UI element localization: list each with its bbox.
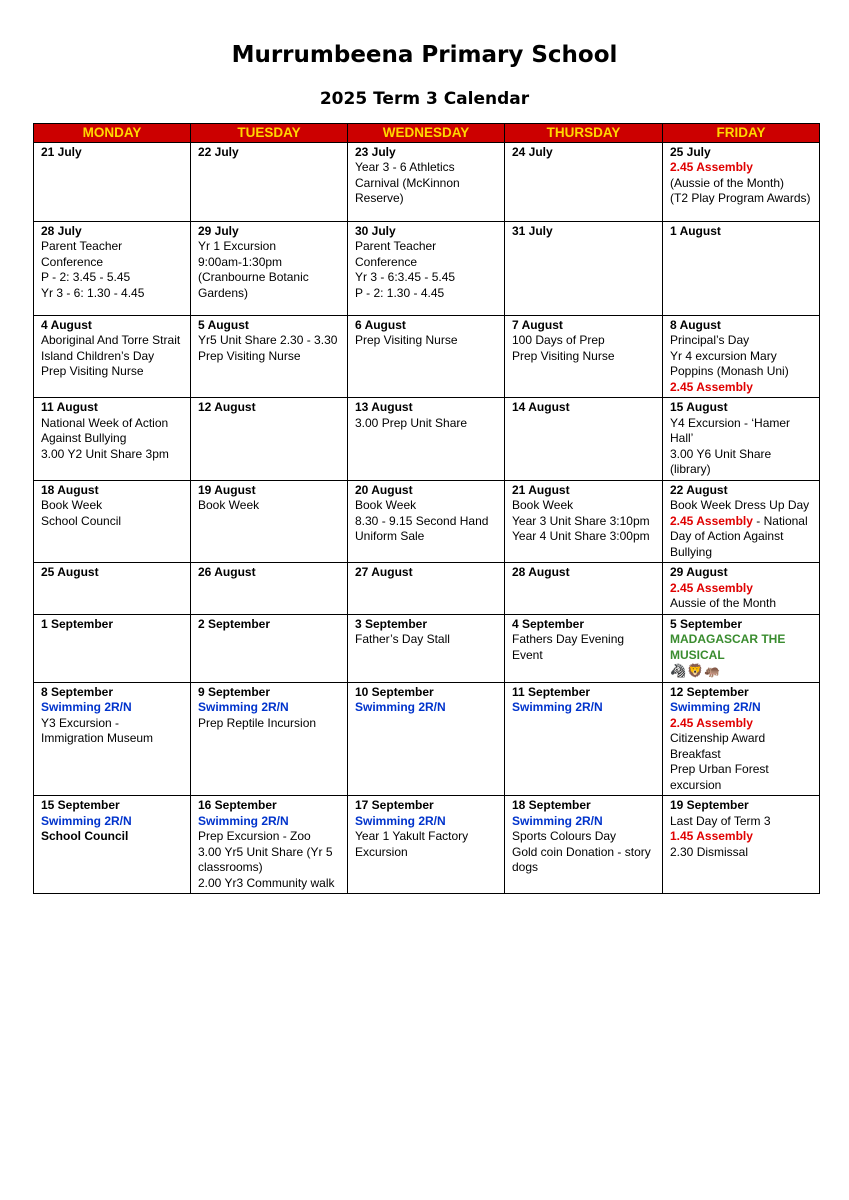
cell-date: 25 July xyxy=(670,144,711,159)
day-cell-friday xyxy=(663,221,820,315)
cell-date: 13 August xyxy=(355,400,413,414)
event-line xyxy=(41,286,184,302)
day-cell-friday xyxy=(663,614,820,682)
cell-date: 31 July xyxy=(512,223,553,238)
event-line xyxy=(41,814,184,830)
event-line xyxy=(355,160,498,207)
cell-date: 22 August xyxy=(670,482,728,497)
event-line xyxy=(355,514,498,545)
event-text: 2.30 Dismissal xyxy=(670,844,749,859)
event-line xyxy=(670,447,813,478)
event-text: P - 2: 3.45 - 5.45 xyxy=(41,270,131,284)
event-line xyxy=(198,349,341,365)
event-text: 3.00 Y6 Unit Share (library) xyxy=(670,446,772,476)
event-line xyxy=(670,762,813,793)
event-line xyxy=(670,829,813,845)
event-text: 2.00 Yr3 Community walk xyxy=(198,875,335,890)
day-header-thursday: THURSDAY xyxy=(505,124,663,143)
event-line xyxy=(355,416,498,432)
cell-date: 26 August xyxy=(198,565,256,579)
event-line xyxy=(670,191,813,207)
event-text: Year 1 Yakult Factory Excursion xyxy=(355,829,469,859)
day-cell-tuesday xyxy=(191,796,348,894)
cell-date: 21 July xyxy=(41,144,82,159)
event-text: Parent Teacher Conference xyxy=(355,239,437,269)
event-line xyxy=(670,581,813,597)
event-text: Parent Teacher Conference xyxy=(41,239,123,269)
event-text: 100 Days of Prep xyxy=(512,333,605,347)
day-cell-tuesday xyxy=(191,221,348,315)
event-line xyxy=(355,829,498,860)
event-line xyxy=(512,829,656,845)
event-line xyxy=(670,176,813,192)
day-header-friday: FRIDAY xyxy=(663,124,820,143)
event-line xyxy=(512,333,656,349)
event-line xyxy=(198,333,341,349)
day-cell-monday xyxy=(34,221,191,315)
event-text: Y3 Excursion - Immigration Museum xyxy=(41,715,154,745)
day-cell-monday xyxy=(34,796,191,894)
day-cell-monday xyxy=(34,682,191,796)
day-cell-wednesday xyxy=(348,796,505,894)
day-cell-friday xyxy=(663,563,820,615)
event-text: Sports Colours Day xyxy=(512,829,617,843)
event-line xyxy=(670,160,813,176)
cell-date: 30 July xyxy=(355,223,396,238)
event-text: Swimming 2R/N xyxy=(41,813,132,828)
cell-date: 2 September xyxy=(198,616,271,631)
cell-date: 29 July xyxy=(198,223,239,238)
event-line xyxy=(355,700,498,716)
day-cell-wednesday xyxy=(348,398,505,481)
event-text: Swimming 2R/N xyxy=(198,813,289,828)
week-row xyxy=(34,614,820,682)
event-text: Prep Visiting Nurse xyxy=(512,348,615,363)
event-line xyxy=(41,239,184,270)
event-line xyxy=(355,632,498,648)
event-text: Book Week Dress Up Day xyxy=(670,498,810,512)
event-text: Yr5 Unit Share 2.30 - 3.30 xyxy=(198,333,338,347)
event-text: Yr 3 - 6:3.45 - 5.45 xyxy=(355,270,456,284)
cell-date: 18 August xyxy=(41,482,99,497)
cell-date: 22 July xyxy=(198,144,239,159)
event-text: 3.00 Yr5 Unit Share (Yr 5 classrooms) xyxy=(198,844,333,874)
event-text: Year 4 Unit Share 3:00pm xyxy=(512,529,650,543)
day-cell-monday xyxy=(34,142,191,221)
event-text: 1.45 Assembly xyxy=(670,829,753,843)
event-line xyxy=(512,498,656,514)
event-line xyxy=(670,333,813,349)
day-cell-thursday xyxy=(505,315,663,398)
week-row xyxy=(34,221,820,315)
day-cell-thursday xyxy=(505,398,663,481)
cell-date: 11 August xyxy=(41,400,98,414)
cell-date: 24 July xyxy=(512,144,553,159)
event-text: Swimming 2R/N xyxy=(355,813,446,828)
event-line xyxy=(512,349,656,365)
event-text: Year 3 - 6 Athletics Carnival (McKinnon Reserve) xyxy=(355,160,460,205)
day-cell-tuesday xyxy=(191,480,348,563)
event-line xyxy=(670,731,813,762)
event-line xyxy=(670,632,813,663)
event-text: Fathers Day Evening Event xyxy=(512,632,625,662)
day-cell-monday xyxy=(34,398,191,481)
cell-date: 27 August xyxy=(355,565,413,579)
cell-date: 3 September xyxy=(355,616,428,631)
event-text: Citizenship Award Breakfast xyxy=(670,731,766,761)
week-row xyxy=(34,315,820,398)
event-line xyxy=(670,663,813,680)
event-text: Principal’s Day xyxy=(670,333,750,347)
event-line xyxy=(670,514,813,561)
event-text: Book Week xyxy=(355,498,417,512)
event-text: Yr 3 - 6: 1.30 - 4.45 xyxy=(41,285,145,300)
event-text: Swimming 2R/N xyxy=(512,813,603,828)
cell-date: 17 September xyxy=(355,798,434,812)
event-line xyxy=(198,700,341,716)
event-line xyxy=(512,814,656,830)
event-line xyxy=(670,416,813,447)
day-cell-wednesday xyxy=(348,563,505,615)
day-cell-monday xyxy=(34,315,191,398)
event-text: 2.45 Assembly xyxy=(670,513,753,528)
cell-date: 5 September xyxy=(670,616,743,631)
event-line xyxy=(670,716,813,732)
day-cell-monday xyxy=(34,614,191,682)
day-header-row xyxy=(34,124,820,143)
event-text: Prep Urban Forest excursion xyxy=(670,762,769,792)
day-cell-wednesday xyxy=(348,682,505,796)
cell-date: 11 September xyxy=(512,684,591,699)
week-row xyxy=(34,480,820,563)
week-row xyxy=(34,796,820,894)
event-text: 2.45 Assembly xyxy=(670,580,753,595)
day-header-tuesday: TUESDAY xyxy=(191,124,348,143)
page-title: Murrumbeena Primary School xyxy=(231,42,618,68)
cell-date: 20 August xyxy=(355,482,413,497)
day-cell-friday xyxy=(663,682,820,796)
term-calendar-table xyxy=(33,123,820,894)
event-text: School Council xyxy=(41,829,129,843)
event-line xyxy=(512,845,656,876)
event-text: Yr 4 excursion Mary Poppins (Monash Uni) xyxy=(670,348,789,378)
event-text: Prep Excursion - Zoo xyxy=(198,829,311,843)
event-line xyxy=(41,416,184,447)
event-line xyxy=(41,498,184,514)
event-text: Swimming 2R/N xyxy=(512,700,603,714)
event-text: Swimming 2R/N xyxy=(41,700,132,714)
day-cell-wednesday xyxy=(348,221,505,315)
week-row xyxy=(34,563,820,615)
event-line xyxy=(355,286,498,302)
event-text: (Cranbourne Botanic Gardens) xyxy=(198,270,309,300)
event-line xyxy=(41,364,184,380)
day-cell-monday xyxy=(34,480,191,563)
cell-date: 28 July xyxy=(41,223,82,238)
event-line xyxy=(355,814,498,830)
event-text: School Council xyxy=(41,513,122,528)
event-line xyxy=(670,814,813,830)
day-cell-friday xyxy=(663,142,820,221)
day-cell-tuesday xyxy=(191,563,348,615)
cell-date: 1 September xyxy=(41,616,114,631)
cell-date: 1 August xyxy=(670,223,721,238)
event-text: 3.00 Prep Unit Share xyxy=(355,415,468,430)
event-line xyxy=(198,270,341,301)
event-text: Yr 1 Excursion xyxy=(198,239,277,253)
event-text: 2.45 Assembly xyxy=(670,160,753,174)
cell-date: 21 August xyxy=(512,482,570,497)
event-line xyxy=(670,845,813,861)
event-line xyxy=(670,498,813,514)
event-text: Father’s Day Stall xyxy=(355,632,450,646)
day-cell-friday xyxy=(663,315,820,398)
day-cell-wednesday xyxy=(348,480,505,563)
day-cell-friday xyxy=(663,796,820,894)
event-line xyxy=(512,529,656,545)
calendar-body xyxy=(34,142,820,894)
event-line xyxy=(41,514,184,530)
cell-date: 29 August xyxy=(670,565,728,579)
event-text: Year 3 Unit Share 3:10pm xyxy=(512,513,650,528)
event-text: 2.45 Assembly xyxy=(670,379,753,394)
event-text: 8.30 - 9.15 Second Hand Uniform Sale xyxy=(355,513,489,543)
cell-date: 7 August xyxy=(512,317,563,332)
cell-date: 18 September xyxy=(512,798,591,812)
day-cell-thursday xyxy=(505,614,663,682)
event-text: Gold coin Donation - story dogs xyxy=(512,844,651,874)
event-text: Prep Visiting Nurse xyxy=(198,348,301,363)
day-cell-tuesday xyxy=(191,614,348,682)
cell-date: 19 September xyxy=(670,798,749,812)
cell-date: 25 August xyxy=(41,565,99,579)
event-line xyxy=(41,270,184,286)
event-text: Y4 Excursion - ‘Hamer Hall’ xyxy=(670,415,791,445)
event-text: P - 2: 1.30 - 4.45 xyxy=(355,285,445,300)
event-line xyxy=(670,349,813,380)
event-line xyxy=(198,845,341,876)
event-line xyxy=(41,447,184,463)
day-cell-tuesday xyxy=(191,682,348,796)
event-text: Aboriginal And Torre Strait Island Children’s Day xyxy=(41,333,181,363)
cell-date: 15 August xyxy=(670,400,728,414)
cell-date: 14 August xyxy=(512,400,570,414)
cell-date: 12 September xyxy=(670,684,749,699)
cell-date: 16 September xyxy=(198,798,277,812)
day-cell-wednesday xyxy=(348,614,505,682)
event-line xyxy=(512,514,656,530)
event-text: 9:00am-1:30pm xyxy=(198,254,283,269)
day-cell-tuesday xyxy=(191,398,348,481)
cell-date: 15 September xyxy=(41,798,120,812)
event-text: (T2 Play Program Awards) xyxy=(670,191,811,205)
cell-date: 19 August xyxy=(198,482,256,497)
event-text: National Week of Action Against Bullying xyxy=(41,415,169,445)
event-line xyxy=(670,700,813,716)
event-line xyxy=(41,716,184,747)
day-header-wednesday: WEDNESDAY xyxy=(348,124,505,143)
week-row xyxy=(34,142,820,221)
event-line xyxy=(512,632,656,663)
event-line xyxy=(198,876,341,892)
event-text: Aussie of the Month xyxy=(670,596,777,610)
week-row xyxy=(34,682,820,796)
day-cell-tuesday xyxy=(191,315,348,398)
day-cell-monday xyxy=(34,563,191,615)
event-text: Swimming 2R/N xyxy=(670,700,761,714)
event-line xyxy=(198,239,341,255)
event-line xyxy=(355,270,498,286)
cell-date: 12 August xyxy=(198,400,256,414)
cell-date: 4 September xyxy=(512,616,585,631)
animal-emoji-icons: 🦓🦁🦛 xyxy=(670,663,722,678)
day-header-monday: MONDAY xyxy=(34,124,191,143)
event-line xyxy=(512,700,656,716)
day-cell-friday xyxy=(663,398,820,481)
cell-date: 9 September xyxy=(198,684,271,699)
cell-date: 6 August xyxy=(355,317,406,332)
event-line xyxy=(41,700,184,716)
event-text: Book Week xyxy=(512,498,574,512)
event-text: (Aussie of the Month) xyxy=(670,175,785,190)
day-cell-thursday xyxy=(505,221,663,315)
event-line xyxy=(355,239,498,270)
cell-date: 5 August xyxy=(198,317,249,332)
event-line xyxy=(41,829,184,845)
day-cell-tuesday xyxy=(191,142,348,221)
event-text: 3.00 Y2 Unit Share 3pm xyxy=(41,446,169,461)
event-text: 2.45 Assembly xyxy=(670,715,753,730)
cell-date: 10 September xyxy=(355,684,434,699)
day-cell-friday xyxy=(663,480,820,563)
day-cell-thursday xyxy=(505,480,663,563)
event-line xyxy=(198,255,341,271)
event-text: MADAGASCAR THE MUSICAL xyxy=(670,632,786,662)
event-text: Prep Reptile Incursion xyxy=(198,715,317,730)
event-text: Prep Visiting Nurse xyxy=(41,364,144,378)
day-cell-thursday xyxy=(505,563,663,615)
cell-date: 8 August xyxy=(670,317,721,332)
event-line xyxy=(198,829,341,845)
event-line xyxy=(670,596,813,612)
day-cell-thursday xyxy=(505,796,663,894)
event-line xyxy=(198,498,341,514)
day-cell-thursday xyxy=(505,682,663,796)
event-line xyxy=(355,498,498,514)
event-line xyxy=(198,814,341,830)
event-text: Swimming 2R/N xyxy=(355,700,446,714)
event-line xyxy=(198,716,341,732)
day-cell-thursday xyxy=(505,142,663,221)
event-text: Book Week xyxy=(41,498,103,512)
event-text: Prep Visiting Nurse xyxy=(355,333,458,347)
day-cell-wednesday xyxy=(348,142,505,221)
event-line xyxy=(670,380,813,396)
event-text: Last Day of Term 3 xyxy=(670,813,771,828)
event-line xyxy=(41,333,184,364)
event-text: Book Week xyxy=(198,498,260,512)
cell-date: 28 August xyxy=(512,565,570,579)
event-text-suffix: - National Day of Action Against Bullying xyxy=(670,513,808,559)
day-cell-wednesday xyxy=(348,315,505,398)
cell-date: 4 August xyxy=(41,317,92,332)
cell-date: 8 September xyxy=(41,684,114,699)
event-text: Swimming 2R/N xyxy=(198,700,289,714)
week-row xyxy=(34,398,820,481)
calendar-subtitle: 2025 Term 3 Calendar xyxy=(319,89,530,109)
event-line xyxy=(355,333,498,349)
cell-date: 23 July xyxy=(355,144,396,159)
